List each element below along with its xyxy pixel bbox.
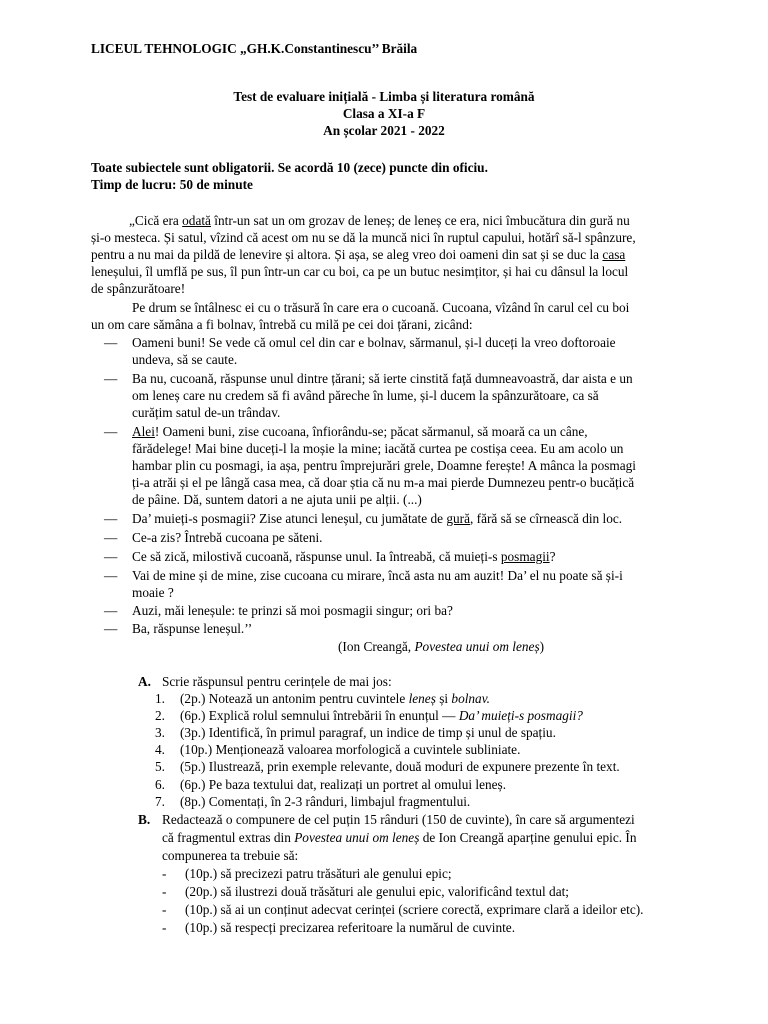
school-year: An școlar 2021 - 2022 xyxy=(323,123,445,138)
task-item: (2p.) Notează un antonim pentru cuvintele leneș și bolnav. xyxy=(180,691,490,706)
dialog-line: Ba, răspunse leneșul.’’ xyxy=(132,621,253,636)
task-number: 6. xyxy=(155,777,165,792)
bullet: - xyxy=(162,920,167,935)
dialog-line: Auzi, măi leneșule: te prinzi să moi posmagii singur; ori ba? xyxy=(132,603,453,618)
dialog-dash: — xyxy=(104,424,118,439)
bullet: - xyxy=(162,866,167,881)
dialog-line: Ce să zică, milostivă cucoană, răspunse unul. Ia întreabă, că muieți-s posmagii? xyxy=(132,549,556,564)
dialog-line: Alei! Oameni buni, zise cucoana, înfiorându-se; păcat sărmanul, să moară ca un câne, xyxy=(132,424,588,439)
dialog-line: Da’ muieți-s posmagii? Zise atunci leneșul, cu jumătate de gură, fără să se cîrnească din loc. xyxy=(132,511,623,526)
task-item: (8p.) Comentați, în 2-3 rânduri, limbajul fragmentului. xyxy=(180,794,471,809)
dialog-line: ți-a atrăi și el pe lângă casa mea, că doar știa că nu m-a mai pierde Dumnezeu pentr-o bucățică xyxy=(132,475,635,490)
section-b-line: compunerea ta trebuie să: xyxy=(162,848,299,863)
dialog-dash: — xyxy=(104,371,118,386)
passage-line: pentru a nu mai da pildă de lenevire și altora. Și așa, se aleg vreo doi oameni din sat și se duc la casa xyxy=(91,247,626,262)
section-b-label: B. xyxy=(138,812,151,827)
task-number: 1. xyxy=(155,691,165,706)
dialog-dash: — xyxy=(104,603,118,618)
dialog-line: moaie ? xyxy=(132,585,174,600)
test-title: Test de evaluare inițială - Limba și literatura română xyxy=(233,89,535,104)
dialog-line: Ba nu, cucoană, răspunse unul dintre țărani; să ierte cinstită față dumneavoastră, dar aista e un xyxy=(132,371,633,386)
dialog-line: fărădelege! Mai bine duceți-l la moșie la mine; iacătă curtea pe costișa ceea. Eu am acolo un xyxy=(132,441,624,456)
task-item: (5p.) Ilustrează, prin exemple relevante, două moduri de expunere prezente în text. xyxy=(180,759,620,774)
requirement-item: (10p.) să precizezi patru trăsături ale genului epic; xyxy=(185,866,452,881)
bullet: - xyxy=(162,884,167,899)
passage-line: de spânzurătoare! xyxy=(91,281,186,296)
section-b-line: că fragmentul extras din Povestea unui om leneș de Ion Creangă aparține genului epic. În xyxy=(162,830,637,845)
dialog-dash: — xyxy=(104,530,118,545)
task-number: 7. xyxy=(155,794,165,809)
school-name: LICEUL TEHNOLOGIC „GH.K.Constantinescu’’ Brăila xyxy=(91,41,418,56)
bullet: - xyxy=(162,902,167,917)
passage-line: și-o mesteca. Și satul, vîzind că acest om nu se dă la muncă nici în ruptul capului, hotărî să-l spânzure, xyxy=(91,230,636,245)
dialog-line: curățim satul de-un trândav. xyxy=(132,405,281,420)
dialog-dash: — xyxy=(104,621,118,636)
section-b-line: Redactează o compunere de cel puțin 15 rânduri (150 de cuvinte), în care să argumentezi xyxy=(162,812,635,827)
dialog-line: undeva, să se caute. xyxy=(132,352,238,367)
task-item: (6p.) Explică rolul semnului întrebării în enunțul — Da’ muieți-s posmagii? xyxy=(180,708,583,723)
dialog-dash: — xyxy=(104,335,118,350)
passage-line: un om care sămâna a fi bolnav, întrebă cu milă pe cei doi țărani, zicând: xyxy=(91,317,473,332)
requirement-item: (10p.) să ai un conținut adecvat cerinței (scriere corectă, exprimare clară a ideilor etc). xyxy=(185,902,644,917)
dialog-line: Vai de mine și de mine, zise cucoana cu mirare, încă asta nu am auzit! Da’ el nu poate să și-i xyxy=(132,568,623,583)
dialog-line: de pâine. Dă, suntem datori a ne ajuta unii pe alții. (...) xyxy=(132,492,422,507)
task-number: 5. xyxy=(155,759,165,774)
dialog-line: Ce-a zis? Întrebă cucoana pe săteni. xyxy=(132,530,323,545)
task-number: 3. xyxy=(155,725,165,740)
dialog-dash: — xyxy=(104,568,118,583)
class-name: Clasa a XI-a F xyxy=(342,106,426,121)
instructions-line1: Toate subiectele sunt obligatorii. Se acordă 10 (zece) puncte din oficiu. xyxy=(91,160,488,175)
instructions-line2: Timp de lucru: 50 de minute xyxy=(91,177,253,192)
passage-line: Pe drum se întâlnesc ei cu o trăsură în care era o cucoană. Cucoana, vîzând în carul cel cu boi xyxy=(132,300,630,315)
task-item: (6p.) Pe baza textului dat, realizați un portret al omului leneș. xyxy=(180,777,507,792)
passage-line: „Cică era odată într-un sat un om grozav de leneș; de leneș ce era, nici îmbucătura din gură nu xyxy=(129,213,630,228)
passage-line: leneșului, îl umflă pe sus, îl pun într-un car cu boi, ca pe un butuc nesimțitor, și hai cu dânsul la locul xyxy=(91,264,629,279)
dialog-line: om leneș care nu credem să fi având păreche în lume, și-l ducem la spânzurătoare, ca să xyxy=(132,388,599,403)
passage-source: (Ion Creangă, Povestea unui om leneș) xyxy=(338,639,545,654)
task-number: 2. xyxy=(155,708,165,723)
dialog-dash: — xyxy=(104,511,118,526)
requirement-item: (10p.) să respecți precizarea referitoare la numărul de cuvinte. xyxy=(185,920,516,935)
task-item: (3p.) Identifică, în primul paragraf, un indice de timp și unul de spațiu. xyxy=(180,725,556,740)
section-a-intro: Scrie răspunsul pentru cerințele de mai jos: xyxy=(162,674,392,689)
dialog-dash: — xyxy=(104,549,118,564)
dialog-line: hambar plin cu posmagi, ia așa, pentru împrejurări grele, Doamne ferește! A mânca la posmagi xyxy=(132,458,636,473)
task-item: (10p.) Menționează valoarea morfologică a cuvintele subliniate. xyxy=(180,742,521,757)
task-number: 4. xyxy=(155,742,165,757)
requirement-item: (20p.) să ilustrezi două trăsături ale genului epic, valorificând textul dat; xyxy=(185,884,569,899)
dialog-line: Oameni buni! Se vede că omul cel din car e bolnav, sărmanul, și-l duceți la vreo doftoroaie xyxy=(132,335,616,350)
section-a-label: A. xyxy=(138,674,151,689)
